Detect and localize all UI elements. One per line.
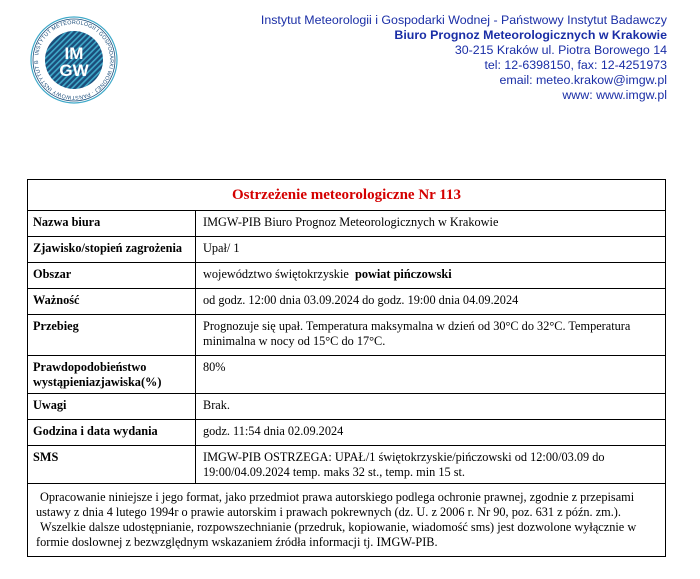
row-label: Zjawisko/stopień zagrożenia bbox=[28, 237, 196, 263]
warning-title: Ostrzeżenie meteorologiczne Nr 113 bbox=[232, 186, 461, 203]
course-value: Prognozuje się upał. Temperatura maksymalna w dzień od 30°C do 32°C. Temperatura minimalna w nocy od 15°C do 17°C. bbox=[196, 315, 666, 356]
phenomenon-value: Upał/ 1 bbox=[196, 237, 666, 263]
warning-document bbox=[27, 179, 666, 557]
probability-value: 80% bbox=[196, 356, 666, 394]
row-phenomenon bbox=[28, 237, 665, 263]
row-label: Obszar bbox=[28, 263, 196, 289]
imgw-logo bbox=[30, 16, 118, 104]
row-label: Prawdopodobieństwo wystąpieniazjawiska(%) bbox=[28, 356, 196, 394]
svg-text:GW: GW bbox=[59, 61, 89, 80]
svg-text:INSTYTUT METEOROLOGII I GOSPOD: INSTYTUT METEOROLOGII I GOSPODARKI WODNEJ · PAŃSTWOWY INSTYTUT B bbox=[33, 19, 115, 101]
row-label: Uwagi bbox=[28, 394, 196, 420]
row-label: Godzina i data wydania bbox=[28, 420, 196, 446]
copyright-footer bbox=[28, 484, 665, 556]
office-address: 30-215 Kraków ul. Piotra Borowego 14 bbox=[454, 43, 667, 57]
warning-table bbox=[28, 211, 665, 484]
row-label: Nazwa biura bbox=[28, 211, 196, 237]
area-region: województwo świętokrzyskie bbox=[203, 267, 349, 281]
institution-name: Instytut Meteorologii i Gospodarki Wodnej - Państwowy Instytut Badawczy bbox=[260, 13, 667, 27]
row-course bbox=[28, 315, 665, 356]
row-validity bbox=[28, 289, 665, 315]
row-office bbox=[28, 211, 665, 237]
row-probability bbox=[28, 356, 665, 394]
row-label: Ważność bbox=[28, 289, 196, 315]
svg-text:IM: IM bbox=[64, 44, 84, 63]
office-email: email: meteo.krakow@imgw.pl bbox=[499, 73, 667, 87]
imgw-logo-graphic bbox=[30, 16, 118, 104]
row-issued bbox=[28, 420, 665, 446]
distribution-paragraph: Wszelkie dalsze udostępnianie, rozpowszechnianie (przedruk, kopiowanie, wiadomość sms) jest dozwolone wyłącznie w formie doslownej z bezwzględnym wskazaniem źródła informacji tj. IMGW-PIB. bbox=[36, 520, 637, 549]
copyright-paragraph: Opracowanie niniejsze i jego format, jako przedmiot prawa autorskiego podlega ochronie prawnej, zgodnie z przepisami ustawy z dnia 4 lutego 1994r o prawie autorskim i prawach pokrewnych (dz. U. z 2006 r. Nr 90, poz. 631 z późn. zm.). bbox=[36, 490, 635, 519]
notes-value: Brak. bbox=[196, 394, 666, 420]
institution-header bbox=[261, 13, 667, 103]
warning-title-row bbox=[28, 180, 665, 211]
row-area bbox=[28, 263, 665, 289]
sms-value: IMGW-PIB OSTRZEGA: UPAŁ/1 świętokrzyskie/pińczowski od 12:00/03.09 do 19:00/04.09.2024 temp. maks 32 st., temp. min 15 st. bbox=[196, 446, 666, 484]
area-value bbox=[196, 263, 666, 289]
issued-value: godz. 11:54 dnia 02.09.2024 bbox=[196, 420, 666, 446]
area-county: powiat pińczowski bbox=[354, 267, 452, 281]
validity-value: od godz. 12:00 dnia 03.09.2024 do godz. 19:00 dnia 04.09.2024 bbox=[196, 289, 666, 315]
row-label: SMS bbox=[28, 446, 196, 484]
row-label: Przebieg bbox=[28, 315, 196, 356]
office-phone-fax: tel: 12-6398150, fax: 12-4251973 bbox=[484, 58, 667, 72]
office-name: Biuro Prognoz Meteorologicznych w Krakowie bbox=[394, 28, 667, 42]
office-website: www: www.imgw.pl bbox=[562, 88, 667, 102]
row-notes bbox=[28, 394, 665, 420]
office-value: IMGW-PIB Biuro Prognoz Meteorologicznych w Krakowie bbox=[196, 211, 666, 237]
row-sms bbox=[28, 446, 665, 484]
